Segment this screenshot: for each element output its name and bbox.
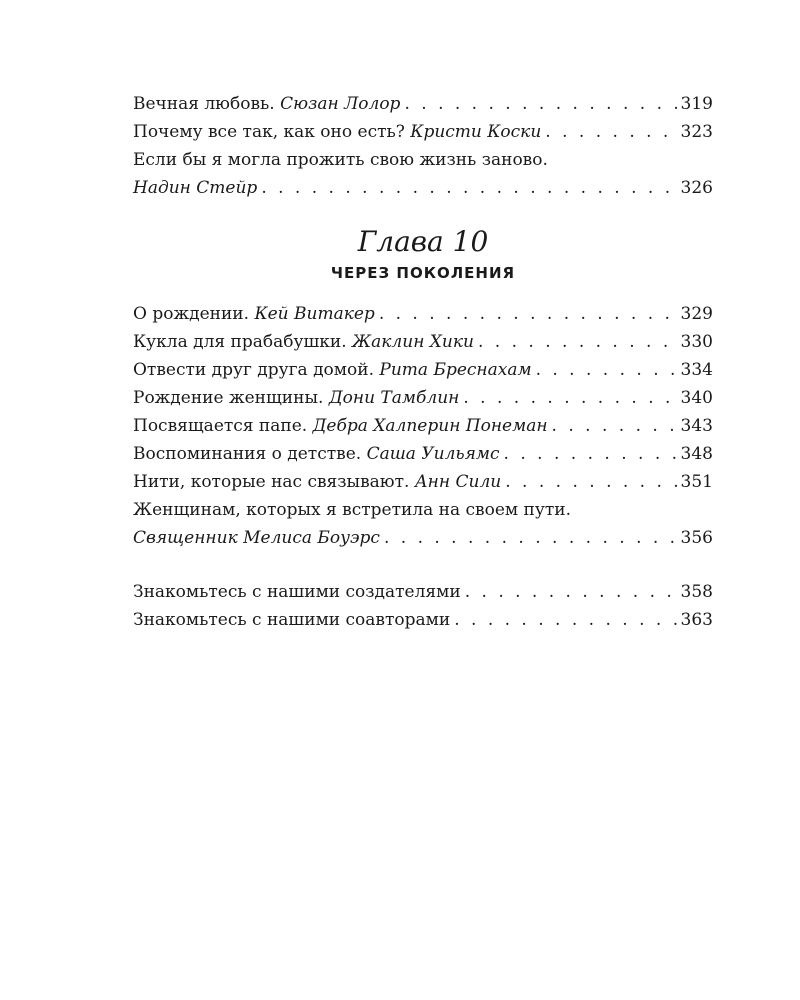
entry-author: Сюзан Лолор [280, 94, 401, 114]
entry-title: Женщинам, которых я встретила на своем пути. [133, 500, 572, 520]
entry-title: Если бы я могла прожить свою жизнь заново. [133, 150, 548, 170]
chapter-title: Глава 10 [357, 225, 489, 258]
entry-author: Кристи Коски [410, 122, 542, 142]
toc-entry [133, 578, 713, 606]
entry-author: Священник Мелиса Боуэрс [133, 528, 380, 548]
entry-title: Нити, которые нас связывают. Анн Сили [133, 472, 502, 492]
entry-author: Кей Витакер [254, 304, 375, 324]
entry-page-number: 356 [680, 528, 713, 548]
leader-dots [552, 412, 677, 440]
chapter-heading [133, 224, 713, 284]
entry-page-number: 351 [680, 472, 713, 492]
entry-page-number: 323 [680, 122, 713, 142]
entry-author: Жаклин Хики [352, 332, 474, 352]
entry-page-number: 358 [680, 582, 713, 602]
entry-page-number: 334 [680, 360, 713, 380]
entry-page-number: 330 [680, 332, 713, 352]
leader-dots [465, 578, 677, 606]
entry-title: Отвести друг друга домой. Рита Бреснахам [133, 360, 532, 380]
entry-author: Дони Тамблин [328, 388, 460, 408]
entry-author: Дебра Халперин Понеман [312, 416, 548, 436]
table-of-contents [133, 90, 713, 634]
toc-entry [133, 356, 713, 384]
toc-entry-multiline [133, 496, 713, 552]
toc-entry [133, 90, 713, 118]
entry-title: Посвящается папе. Дебра Халперин Понеман [133, 416, 548, 436]
toc-entry [133, 328, 713, 356]
entry-page-number: 326 [680, 178, 713, 198]
entry-title: Вечная любовь. Сюзан Лолор [133, 94, 401, 114]
entry-page-number: 348 [680, 444, 713, 464]
entry-title: Рождение женщины. Дони Тамблин [133, 388, 460, 408]
entry-page-number: 319 [680, 94, 713, 114]
leader-dots [404, 90, 676, 118]
entry-author: Анн Сили [414, 472, 502, 492]
leader-dots [379, 300, 677, 328]
entry-page-number: 340 [680, 388, 713, 408]
leader-dots [454, 606, 676, 634]
leader-dots [261, 174, 676, 202]
entry-title: Воспоминания о детстве. Саша Уильямс [133, 444, 500, 464]
toc-entry [133, 440, 713, 468]
toc-entry [133, 384, 713, 412]
entry-page-number: 363 [680, 610, 713, 630]
entry-author: Надин Стейр [133, 178, 258, 198]
leader-dots [545, 118, 676, 146]
entry-title: Знакомьтесь с нашими создателями [133, 582, 461, 602]
entry-author: Саша Уильямс [366, 444, 500, 464]
toc-entry [133, 468, 713, 496]
entry-title: Знакомьтесь с нашими соавторами [133, 610, 451, 630]
leader-dots [505, 468, 676, 496]
toc-entry [133, 118, 713, 146]
entry-author: Рита Бреснахам [379, 360, 532, 380]
chapter-subtitle: ЧЕРЕЗ ПОКОЛЕНИЯ [330, 264, 516, 282]
entry-page-number: 343 [680, 416, 713, 436]
toc-entry [133, 300, 713, 328]
entry-title: О рождении. Кей Витакер [133, 304, 375, 324]
leader-dots [478, 328, 677, 356]
section-spacer [133, 552, 713, 578]
leader-dots [463, 384, 676, 412]
entry-page-number: 329 [680, 304, 713, 324]
entry-title: Почему все так, как оно есть? Кристи Коски [133, 122, 542, 142]
toc-entry [133, 412, 713, 440]
leader-dots [384, 524, 677, 552]
toc-entry-multiline [133, 146, 713, 202]
entry-title: Кукла для прабабушки. Жаклин Хики [133, 332, 474, 352]
leader-dots [536, 356, 677, 384]
toc-entry [133, 606, 713, 634]
leader-dots [504, 440, 677, 468]
